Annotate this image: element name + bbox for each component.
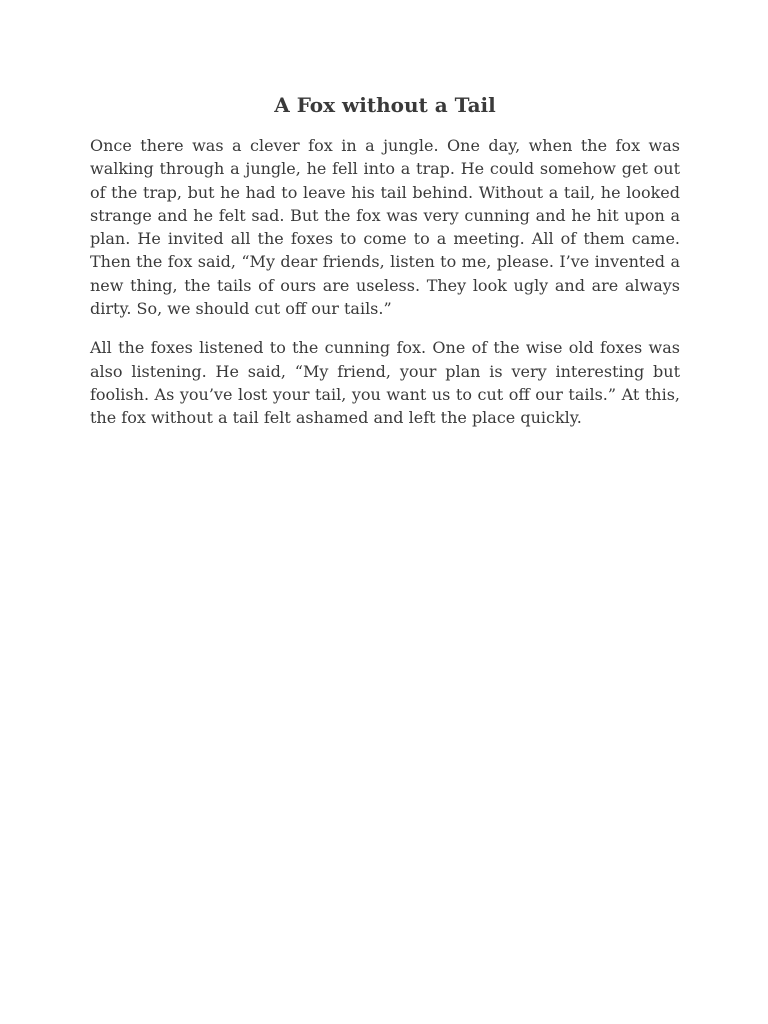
story-title: A Fox without a Tail	[274, 93, 496, 117]
document-page	[90, 0, 680, 430]
story-paragraph-1: Once there was a clever fox in a jungle. One day, when the fox was walking through a jungle, he fell into a trap. He could somehow get out of the trap, but he had to leave his tail behind. Without a tail, he looked strange and he felt sad. But the fox was very cunning and he hit upon a plan. He invited all the foxes to come to a meeting. All of them came. Then the fox said, “My dear friends, listen to me, please. I’ve invented a new thing, the tails of ours are useless. They look ugly and are always dirty. So, we should cut off our tails.”	[90, 136, 680, 319]
story-paragraph-2: All the foxes listened to the cunning fox. One of the wise old foxes was also listening. He said, “My friend, your plan is very interesting but foolish. As you’ve lost your tail, you want us to cut off our tails.” At this, the fox without a tail felt ashamed and left the place quickly.	[90, 338, 680, 428]
